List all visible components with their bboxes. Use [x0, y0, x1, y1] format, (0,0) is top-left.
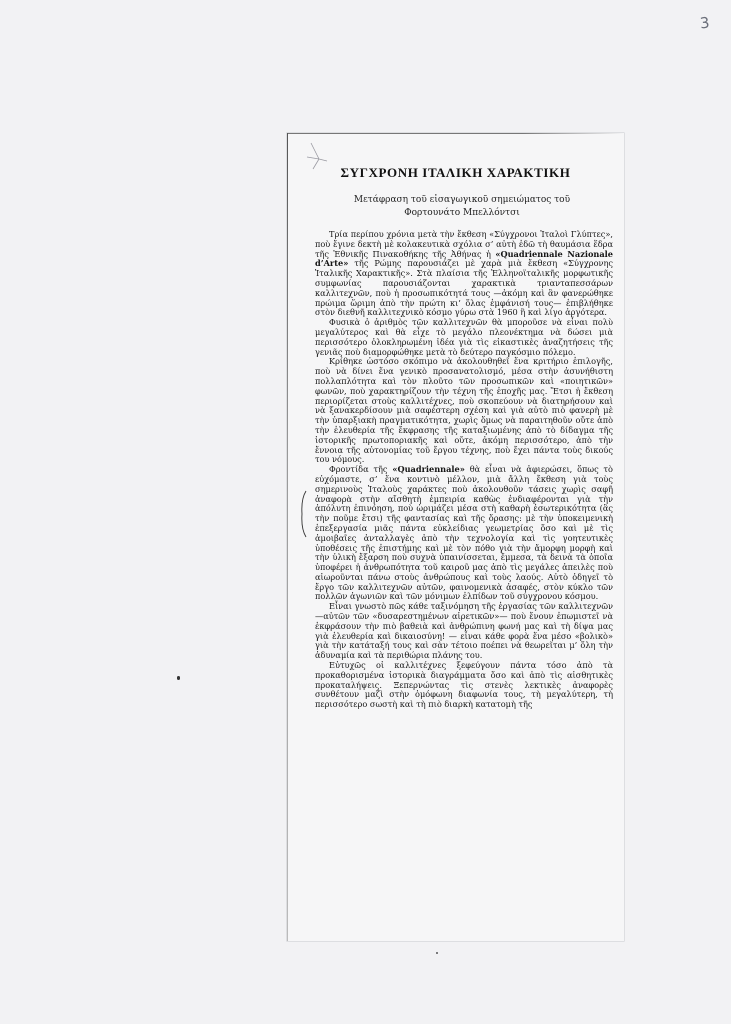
article-paragraph: Φυσικὰ ὁ ἀριθμὸς τῶν καλλιτεχνῶν θὰ μποροῦσε νὰ εἶναι πολὺ μεγαλύτερος καὶ θὰ εἶχε τὸ μεγάλο πλεονέκτημα νὰ δώσει μιὰ περισσότερο ὁλοκληρωμένη ἰδέα γιὰ τὶς εἰκαστικὲς ἀναζητήσεις τῆς γενιᾶς ποὺ διαμορφώθηκε μετὰ τὸ δεύτερο παγκόσμιο πόλεμο. — [315, 317, 613, 357]
clipping-left-edge — [287, 133, 288, 941]
margin-bracket-icon — [298, 489, 308, 539]
article-paragraph: Τρία περίπου χρόνια μετὰ τὴν ἔκθεση «Σύγχρονοι Ἰταλοὶ Γλύπτες», ποὺ ἔγινε δεκτὴ μὲ κολακευτικὰ σχόλια σ’ αὐτὴ ἐδῶ τὴ θαυμάσια ἕδρα τῆς Ἐθνικῆς Πινακοθήκης τῆς Ἀθήνας ἡ «Quadriennale Nazionale d’Arte» τῆς Ρώμης παρουσιάζει μὲ χαρὰ μιὰ ἔκθεση «Σύγχρονης Ἰταλικῆς Χαρακτικῆς». Στὰ πλαίσια τῆς Ἑλληνοϊταλικῆς μορφωτικῆς συμφωνίας παρουσιάζονται χαρακτικὰ τριανταπεσσάρων καλλιτεχνῶν, ποὺ ἡ προσωπικότητά τους —ἀκόμη καὶ ἂν φανερώθηκε πρώιμα ὥριμη ἀπὸ τὴν πρώτη κι’ ὅλας ἐμφάνισή τους— ἐπιβλήθηκε στὸν διεθνῆ καλλιτεχνικὸ κόσμο γύρω στὰ 1960 ἢ καὶ λίγο ἀργότερα. — [315, 229, 613, 318]
article-paragraph: Εὐτυχῶς οἱ καλλιτέχνες ξεφεύγουν πάντα τόσο ἀπὸ τὰ προκαθορισμένα ἱστορικὰ διαγράμματα ὅσο καὶ ἀπὸ τὶς αἰσθητικὲς προκαταλήψεις. Ξεπερνώντας τὶς στενὲς λεκτικὲς ἀναφορὲς συνθέτουν μαζὶ στὴν ὁμόφωνη διαφωνία τους, τὴ μεγαλύτερη, τὴ περισσότερο σωστὴ καὶ τὴ πιὸ διαρκὴ κατατομὴ τῆς — [315, 660, 613, 710]
article-body — [315, 230, 613, 710]
article-paragraph: Κρίθηκε ὡστόσο σκόπιμο νὰ ἀκολουθηθεῖ ἕνα κριτήριο ἐπιλογῆς, ποὺ νὰ δίνει ἕνα γενικὸ προσανατολισμό, μέσα στὴν ἀσυνήθιστη πολλαπλότητα καὶ τὸν πλοῦτο τῶν προσωπικῶν καὶ «ποιητικῶν» φωνῶν, ποὺ χαρακτηρίζουν τὴν τέχνη τῆς ἐποχῆς μας. Ἔτσι ἡ ἔκθεση περιορίζεται στοὺς καλλιτέχνες, ποὺ σκοπεύουν νὰ διατηρήσουν καὶ νὰ ξανακερδίσουν μιὰ σαφέστερη σχέση καὶ γιὰ αὐτὸ πιὸ φανερὴ μὲ τὴν ὑπαρξιακὴ πραγματικότητα, χωρὶς ὅμως νὰ παραιτηθοῦν οὔτε ἀπὸ τὴν ἐλευθερία τῆς ἔκφρασης τῆς καταξιωμένης ἀπὸ τὸ δίδαγμα τῆς ἱστορικῆς πρωτοποριακῆς καὶ οὔτε, ἀκόμη περισσότερο, ἀπὸ τὴν ἔννοια τῆς αὐτονομίας τοῦ ἔργου τέχνης, ποὺ ἔχει πάντα τοὺς δικούς του νόμους. — [315, 356, 613, 465]
newspaper-clipping — [287, 133, 624, 941]
article-paragraph: Εἶναι γνωστὸ πῶς κάθε ταξινόμηση τῆς ἐργασίας τῶν καλλιτεχνῶν —αὐτῶν τῶν «δυσαρεστημένων αἱρετικῶν»— ποὺ ἔνουν ἐπωμιστεῖ νὰ ἐκφράσουν τὴν πιὸ βαθειὰ καὶ ἀνθρώπινη φωνή μας καὶ τὴ δίψα μας γιὰ ἐλευθερία καὶ δικαιοσύνη! — εἶναι κάθε φορὰ ἕνα μέσο «βολικὸ» γιὰ τὴν κατάταξή τους καὶ σὰν τέτοιο ποέπει νὰ θεωρεῖται μ’ ὅλη τὴν ἀδυναμία καὶ τὰ περιθώρια πλάνης του. — [315, 601, 613, 661]
clipping-top-edge — [287, 133, 624, 134]
article-subtitle: Μετάφραση τοῦ εἰσαγωγικοῦ σημειώματος τοῦ Φορτουνάτο Μπελλόντσι — [353, 195, 571, 218]
article-paragraph: Φροντίδα τῆς «Quadriennale» θὰ εἶναι νὰ ἀφιερώσει, ὅπως τὸ εὐχόμαστε, σ’ ἕνα κοντινὸ μέλλον, μιὰ ἄλλη ἔκθεση γιὰ τοὺς σημερινοὺς Ἰταλοὺς χαράκτες ποὺ ἀκολουθοῦν τάσεις χωρὶς σαφῆ ἀναφορὰ στὴν αἴσθητὴ ἐμπειρία καθὼς ἐνδιαφέρονται γιὰ τὴν ἀπόλυτη ἐπινόηση, ποὺ ὡριμάζει μέσα στὴ καθαρὴ ἐσωτερικότητα (ἂς τὴν ποῦμε ἔτσι) τῆς φαντασίας καὶ τῆς ὅρασης: μὲ τὴν ὑποκειμενικὴ ἐπεξεργασία μιᾶς πάντα εὐκλείδιας γεωμετρίας ὅσο καὶ μὲ τὶς ἀμοιβαῖες ἀνταλλαγὲς ἀπὸ τὴν τεχνολογία καὶ τὶς γοητευτικὲς ὑποθέσεις τῆς ἐπιστήμης καὶ μὲ τὸν πόθο γιὰ τὴν ἄμορφη μορφὴ καὶ τὴν ὑλικὴ ἔξαρση ποὺ συχνὰ ὑπαινίσσεται, ἔμμεσα, τὰ δεινὰ τὰ ὁποῖα ὑποφέρει ἡ ἀνθρωπότητα τοῦ καιροῦ μας ἀπὸ τὶς μεγάλες ἀπειλὲς ποὺ αἰωροῦνται πάνω στοὺς ἀνθρώπους καὶ τοὺς λαούς. Αὐτὸ ὁδηγεῖ τὸ ἔργο τῶν καλλιτεχνῶν αὐτῶν, φαινομενικὰ ἀσαφές, στὸν κύκλο τῶν πολλῶν ἀγωνιῶν καὶ τῶν μόνιμων ἐλπίδων τοῦ σύγχρονου κόσμου. — [315, 464, 613, 602]
article-title: ΣΥΓΧΡΟΝΗ ΙΤΑΛΙΚΗ ΧΑΡΑΚΤΙΚΗ — [340, 165, 571, 180]
speck-mark — [177, 676, 180, 680]
speck-mark — [436, 952, 438, 954]
page-number: 3 — [699, 13, 711, 33]
